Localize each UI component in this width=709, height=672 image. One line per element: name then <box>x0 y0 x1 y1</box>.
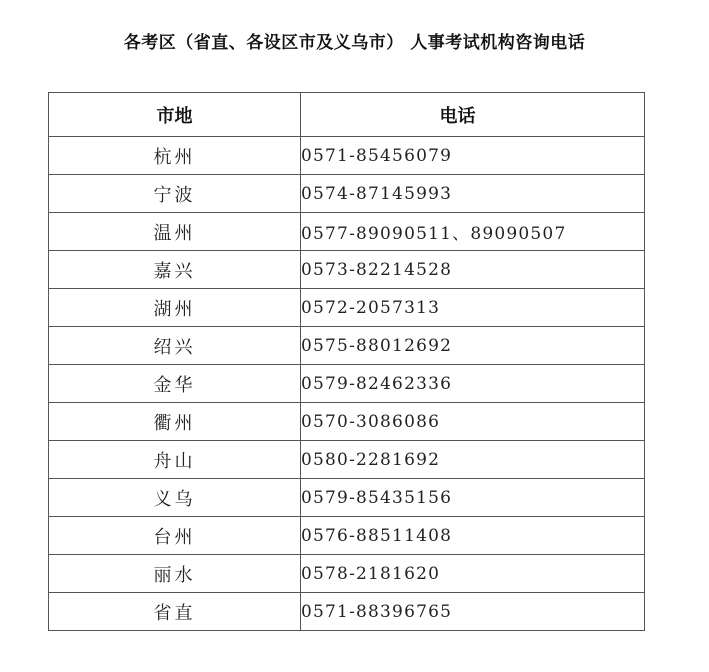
phone-cell: 0577-89090511、89090507 <box>301 213 645 251</box>
city-cell: 宁波 <box>49 175 301 213</box>
table-row <box>49 479 645 517</box>
phone-cell: 0570-3086086 <box>301 403 645 441</box>
city-cell: 舟山 <box>49 441 301 479</box>
city-cell: 金华 <box>49 365 301 403</box>
column-header-phone: 电话 <box>301 93 645 137</box>
table-row <box>49 327 645 365</box>
phone-cell: 0576-88511408 <box>301 517 645 555</box>
page-title: 各考区（省直、各设区市及义乌市） 人事考试机构咨询电话 <box>123 33 586 53</box>
city-cell: 嘉兴 <box>49 251 301 289</box>
city-cell: 义乌 <box>49 479 301 517</box>
table-row <box>49 403 645 441</box>
table-row <box>49 289 645 327</box>
table-header-row <box>49 93 645 137</box>
city-cell: 温州 <box>49 213 301 251</box>
city-cell: 省直 <box>49 593 301 631</box>
phone-cell: 0572-2057313 <box>301 289 645 327</box>
table-row <box>49 251 645 289</box>
table-row <box>49 441 645 479</box>
phone-cell: 0575-88012692 <box>301 327 645 365</box>
city-cell: 杭州 <box>49 137 301 175</box>
table-row <box>49 365 645 403</box>
phone-cell: 0578-2181620 <box>301 555 645 593</box>
table-row <box>49 555 645 593</box>
city-cell: 湖州 <box>49 289 301 327</box>
city-cell: 衢州 <box>49 403 301 441</box>
city-cell: 绍兴 <box>49 327 301 365</box>
table-row <box>49 517 645 555</box>
table-row <box>49 137 645 175</box>
table-row <box>49 593 645 631</box>
phone-cell: 0579-82462336 <box>301 365 645 403</box>
table-row <box>49 175 645 213</box>
phone-cell: 0571-85456079 <box>301 137 645 175</box>
phone-cell: 0571-88396765 <box>301 593 645 631</box>
city-cell: 台州 <box>49 517 301 555</box>
phone-cell: 0574-87145993 <box>301 175 645 213</box>
phone-cell: 0573-82214528 <box>301 251 645 289</box>
phone-cell: 0579-85435156 <box>301 479 645 517</box>
city-cell: 丽水 <box>49 555 301 593</box>
table-row <box>49 213 645 251</box>
column-header-city: 市地 <box>49 93 301 137</box>
contact-phone-table <box>48 92 645 631</box>
phone-cell: 0580-2281692 <box>301 441 645 479</box>
